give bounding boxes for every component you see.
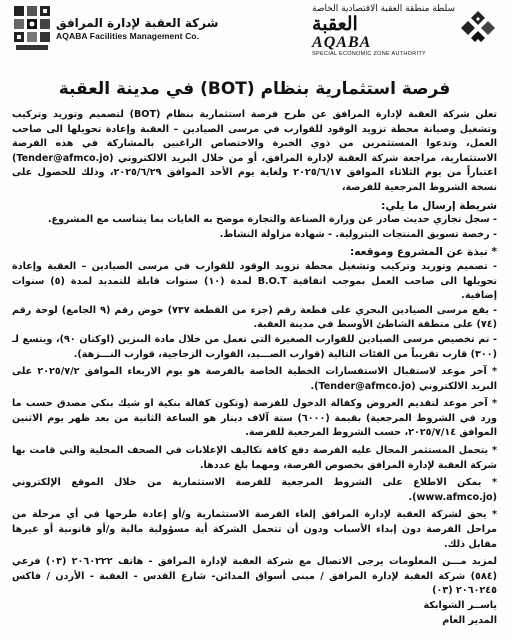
signature-title: المدير العام bbox=[442, 614, 497, 626]
contact-info: لمزيد مـــن المعلومات يرجى الاتصال مع شركة العقبة لإدارة المرافق - هاتف ٢٠٦٠٢٢٢ (٠٣) فرعي (٥٨٤) شركة العقبة لإدارة المرافق / مبنى أسواق المدائن- شارع القدس - العقبة - الأردن / فاكس ٢٠٦٠٢٤٥ (٠٣) bbox=[12, 556, 497, 597]
note-item: * يمكن الاطلاع على الشروط المرجعية للفرصة الاستثمارية من خلال الموقع الإلكتروني (www.afmco.jo). bbox=[12, 477, 497, 503]
condition-item: - رخصة تسويق المنتجات البترولية. - شهادة مزاولة النشاط. bbox=[219, 228, 497, 240]
authority-name-en: SPECIAL ECONOMIC ZONE AUTHORITY bbox=[312, 51, 426, 57]
announcement-body bbox=[12, 108, 497, 628]
signature-name: ياســر الشوابكة bbox=[423, 600, 497, 611]
conditions-heading: شريطة إرسال ما يلي: bbox=[381, 199, 497, 212]
page-title: فرصة استثمارية بنظام (BOT) في مدينة العقبة bbox=[58, 79, 451, 99]
header bbox=[12, 4, 497, 68]
authority-branding bbox=[312, 4, 497, 57]
project-item: - تم تخصيص مرسى الصيادين للقوارب الصغيرة التي تعمل من خلال مادة البنزين (اوكتان ٩٠)، ويتسع لـ (٣٠٠) قارب تقريباً من الفئات التالية (قوارب الصـــيد، القوارب الزجاجية، قوارب النـــزهة). bbox=[12, 333, 498, 360]
authority-brand-en: AQABA bbox=[312, 34, 372, 51]
facilities-name-en: AQABA Facilities Management Co. bbox=[56, 31, 200, 41]
facilities-grid-logo-icon bbox=[12, 4, 52, 52]
authority-name-ar: سلطة منطقة العقبة الاقتصادية الخاصة bbox=[312, 4, 455, 14]
project-heading: * نبذة عن المشروع وموقعه: bbox=[349, 246, 497, 259]
aqaba-diamond-logo-icon bbox=[459, 9, 497, 53]
facilities-branding bbox=[12, 4, 218, 52]
authority-brand-ar: العقبة bbox=[312, 14, 358, 35]
intro-paragraph: تعلن شركة العقبة لإدارة المرافق عن طرح فرصة استثمارية بنظام (BOT) لتصميم وتوريد وتركيب وتشغيل وصيانة محطة تزويد الوقود للقوارب في مرسى الصيادين – العقبة وإعادة تحويلها الى صاحب العمل، وتدعوا المستثمرين من ذوي الخبرة والاختصاص الراغبين بالمشاركة في هذه الفرصة الاستثمارية، مراجعة شركة العقبة لإدارة المرافق، أو من خلال البريد الالكتروني (Tender@afmco.jo) اعتباراً من يوم الثلاثاء الموافق ٢٠٢٥/٦/١٧ ولغاية يوم الأحد الموافق ٢٠٢٥/٦/٢٩، وذلك للحصول على نسخة الشروط المرجعية للفرصة، bbox=[12, 109, 498, 193]
note-item: * آخر موعد لتقديم العروض وكفالة الدخول للفرصة (وتكون كفالة بنكية او شيك بنكي مصدق حسب ما ورد في الشروط المرجعية) بقيمة (٦٠٠٠) ستة آلاف دينار هو الساعة الثانية من بعد ظهر يوم الاثنين الموافق ٢٠٢٥/٧/١٤، حسب الشروط المرجعية للفرصة. bbox=[12, 398, 497, 439]
note-item: * يحق لشركة العقبة لإدارة المرافق إلغاء الفرصة الاستثمارية و/أو إعادة طرحها في أي مرحلة من مراحل الفرصة دون إبداء الأسباب ودون أن تتحمل الشركة أية مسؤولية مالية و/أو قانونية أو غيرها مقابل ذلك. bbox=[12, 509, 497, 550]
facilities-name-ar: شركة العقبة لإدارة المرافق bbox=[56, 16, 219, 30]
project-item: - تصميم وتوريد وتركيب وتشغيل محطة تزويد الوقود للقوارب في مرسى الصيادين – العقبة وإعادة تحويلها الى صاحب العمل بموجب اتفاقية B.O.T لمدة (١٠) سنوات قابلة للتمديد لمدة (٥) سنوات إضافية. bbox=[12, 260, 497, 302]
condition-item: - سجل تجاري حديث صادر عن وزارة الصناعة والتجارة موضح به الغايات بما يتناسب مع المشروع. bbox=[47, 214, 497, 226]
note-item: * يتحمل المستثمر المحال عليه الفرصة دفع كافة تكاليف الإعلانات في الصحف المحلية والتي قامت بها شركة العقبة لإدارة المرافق بخصوص الفرصة، ومهما بلغ عددها. bbox=[12, 445, 497, 471]
project-item: - يقع مرسى الصيادين البحري على قطعة رقم (جزء من القطعة ٧٣٧) حوض رقم (٩ الجامع) لوحة رقم (٧٤) على منطقة الشاطئ الأوسط في مدينة العقبة. bbox=[12, 304, 498, 331]
note-item: * آخر موعد لاستقبال الاستفسارات الخطية الخاصة بالفرصة هو يوم الاربعاء الموافق ٢٠٢٥/٧/٢ على البريد الالكتروني (Tender@afmco.jo). bbox=[12, 366, 497, 392]
